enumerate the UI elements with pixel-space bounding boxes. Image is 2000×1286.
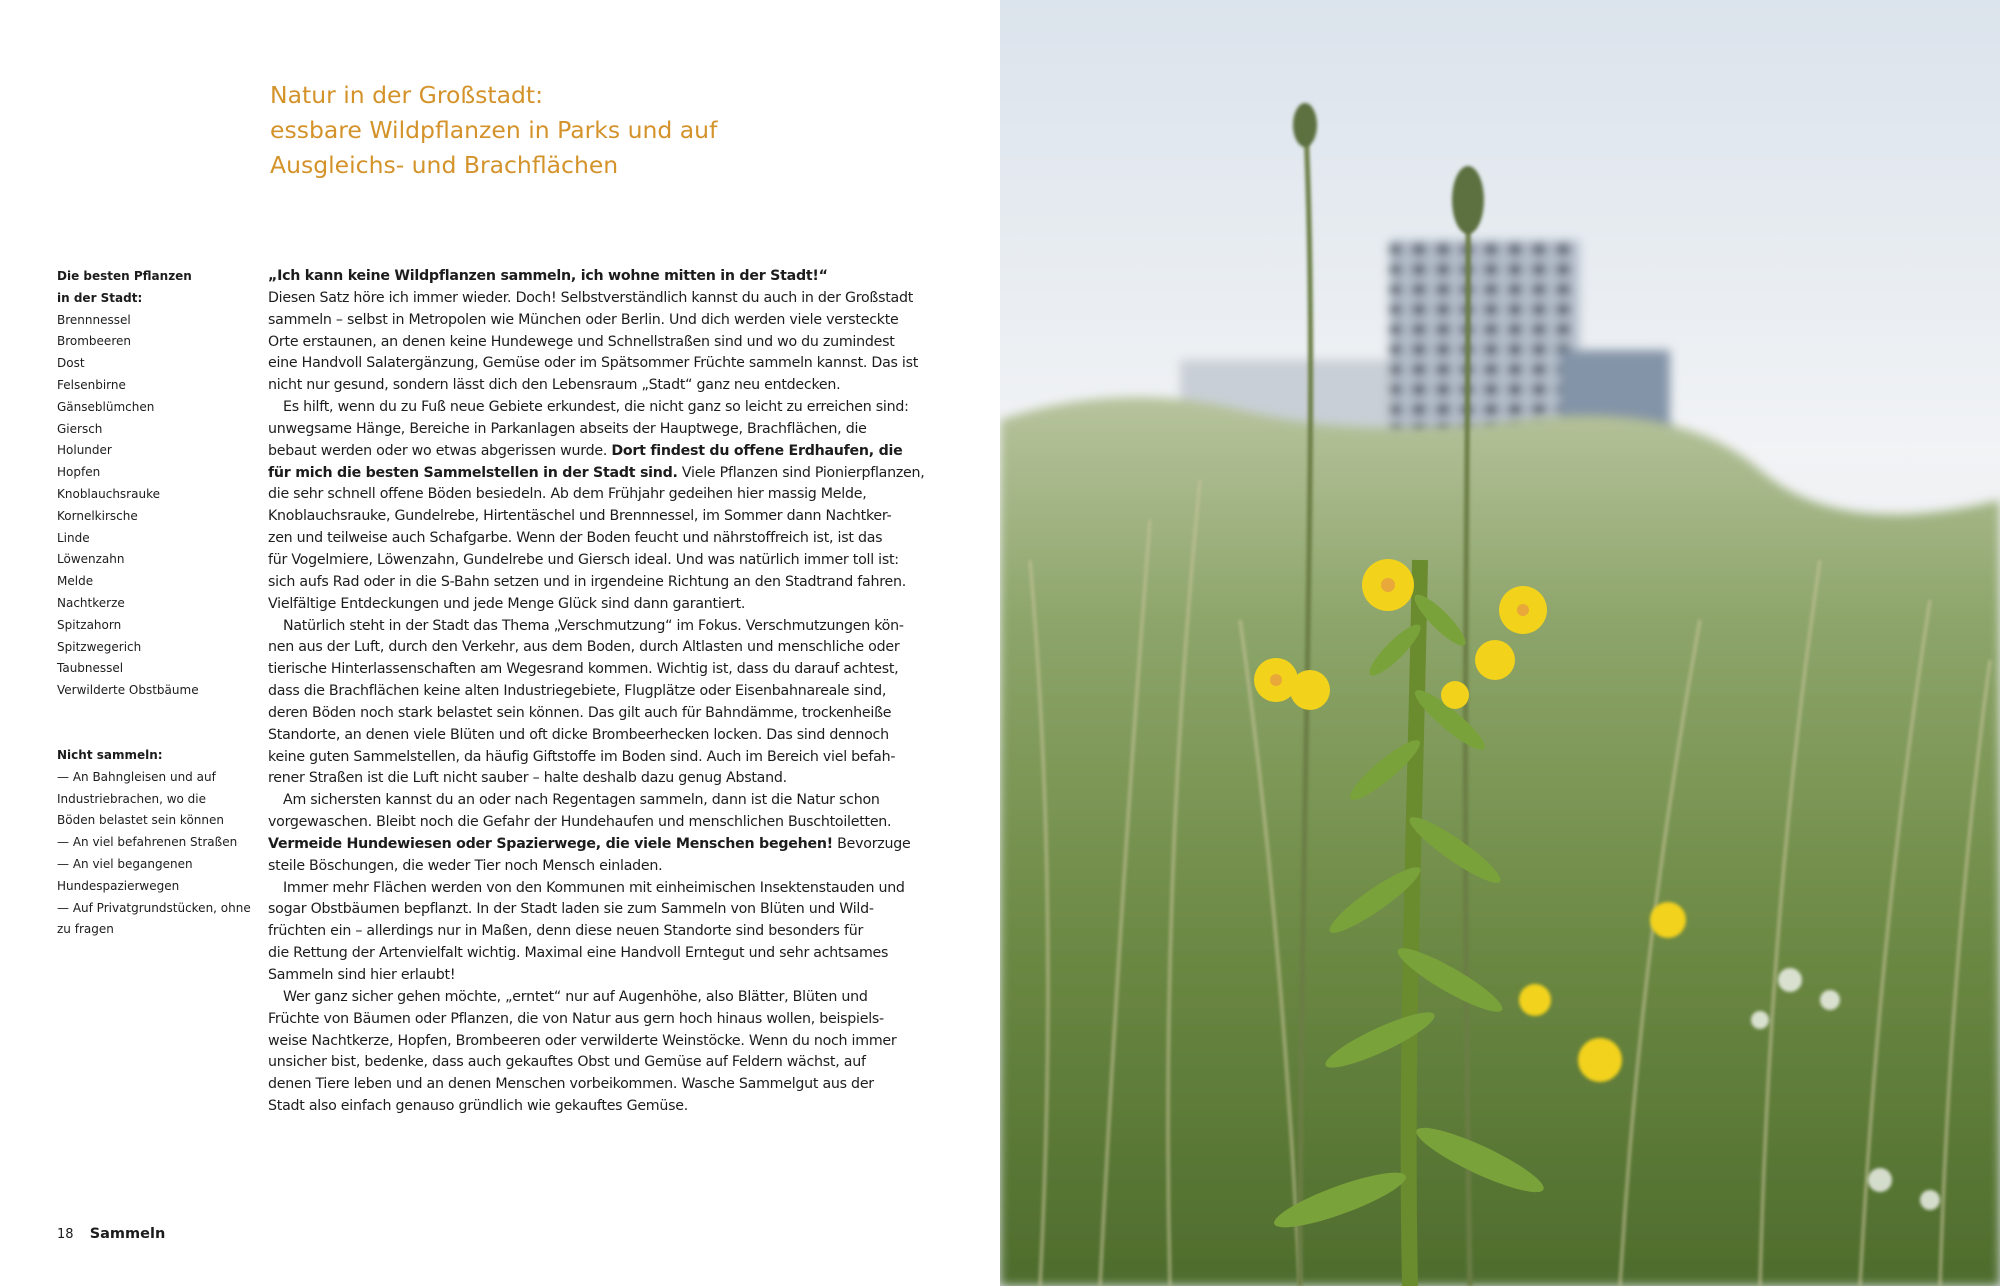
best-plants-heading: in der Stadt: bbox=[57, 290, 143, 305]
text-run: Knoblauchsrauke, Gundelrebe, Hirtentäschel und Brennnessel, im Sommer dann Nachtker- bbox=[268, 508, 892, 525]
text-run: denen Tiere leben und an denen Menschen vorbeikommen. Wasche Sammelgut aus der bbox=[268, 1076, 874, 1093]
text-line bbox=[268, 834, 911, 856]
section-name: Sammeln bbox=[89, 1226, 166, 1242]
text-run: steile Böschungen, die weder Tier noch Mensch einladen. bbox=[268, 857, 663, 874]
avoid-list-item: Böden belastet sein können bbox=[57, 813, 224, 828]
text-run: die Rettung der Artenvielfalt wichtig. Maximal eine Handvoll Erntegut und sehr achtsames bbox=[268, 945, 889, 962]
flower-icon bbox=[1475, 640, 1515, 680]
text-run: sammeln – selbst in Metropolen wie München oder Berlin. Und dich werden viele versteckte bbox=[268, 311, 899, 328]
text-line bbox=[268, 1074, 888, 1096]
text-run: sich aufs Rad oder in die S-Bahn setzen und in irgendeine Richtung an den Stadtrand fahren. bbox=[268, 573, 906, 590]
text-line bbox=[268, 856, 888, 878]
flower-icon bbox=[1578, 1038, 1622, 1082]
text-line bbox=[268, 725, 888, 747]
text-run: früchten ein – allerdings nur in Maßen, denn diese neuen Standorte sind besonders für bbox=[268, 923, 864, 940]
text-run: weise Nachtkerze, Hopfen, Brombeeren oder verwilderte Weinstöcke. Wenn du noch immer bbox=[268, 1032, 897, 1049]
text-run: Vielfältige Entdeckungen und jede Menge Glück sind dann garantiert. bbox=[268, 595, 746, 612]
plant-list-item: Felsenbirne bbox=[57, 377, 126, 392]
text-line bbox=[268, 659, 899, 681]
text-line bbox=[268, 550, 899, 572]
flower-icon bbox=[1290, 670, 1330, 710]
text-line bbox=[268, 747, 896, 769]
meadow-photo bbox=[1000, 0, 2000, 1286]
text-line bbox=[268, 375, 888, 397]
sidebar-box bbox=[57, 266, 251, 941]
text-line bbox=[268, 397, 909, 419]
page-number: 18 bbox=[57, 1227, 74, 1242]
avoid-list-item: — An viel befahrenen Straßen bbox=[57, 835, 238, 850]
plant-list-item: Löwenzahn bbox=[57, 552, 125, 567]
text-run: sogar Obstbäumen bepflanzt. In der Stadt laden sie zum Sammeln von Blüten und Wild- bbox=[268, 901, 874, 918]
text-line bbox=[268, 310, 899, 332]
text-line bbox=[268, 572, 906, 594]
text-run: vorgewaschen. Bleibt noch die Gefahr der Hundehaufen und menschlichen Buschtoiletten. bbox=[268, 814, 892, 831]
text-run: Bevorzuge bbox=[832, 835, 911, 852]
text-line bbox=[268, 768, 888, 790]
text-run: Früchte von Bäumen oder Pflanzen, die von Natur aus gern hoch hinaus wollen, beispiels- bbox=[268, 1010, 884, 1027]
plant-list-item: Linde bbox=[57, 530, 90, 545]
text-run: keine guten Sammelstellen, da häufig Giftstoffe im Boden sind. Auch im Bereich viel befah- bbox=[268, 748, 896, 765]
body-text bbox=[268, 266, 925, 1118]
plant-list-item: Melde bbox=[57, 574, 94, 589]
text-run: nen aus der Luft, durch den Verkehr, aus dem Boden, durch Altlasten und menschliche oder bbox=[268, 639, 900, 656]
avoid-list-item: zu fragen bbox=[57, 922, 114, 937]
photo-illustration bbox=[1000, 0, 2000, 1286]
text-line bbox=[268, 484, 888, 506]
text-line bbox=[268, 1096, 888, 1118]
avoid-list-item: — An viel begangenen bbox=[57, 856, 193, 871]
plant-list-item: Gänseblümchen bbox=[57, 399, 155, 414]
plant-list-item: Spitzwegerich bbox=[57, 639, 142, 654]
plant-list-item: Verwilderte Obstbäume bbox=[57, 683, 199, 698]
text-run: rener Straßen ist die Luft nicht sauber – halte deshalb dazu genug Abstand. bbox=[268, 770, 787, 787]
text-line bbox=[268, 965, 888, 987]
plant-list-item: Giersch bbox=[57, 421, 103, 436]
bold-text: für mich die besten Sammelstellen in der Stadt sind. bbox=[268, 464, 678, 481]
text-line bbox=[268, 528, 888, 550]
bold-text: „Ich kann keine Wildpflanzen sammeln, ich wohne mitten in der Stadt!“ bbox=[268, 268, 828, 284]
text-run: unsicher bist, bedenke, dass auch gekauftes Obst und Gemüse auf Feldern wächst, auf bbox=[268, 1054, 866, 1071]
text-run: Natürlich steht in der Stadt das Thema „Verschmutzung“ im Fokus. Verschmutzungen kön- bbox=[283, 617, 904, 634]
text-line bbox=[268, 790, 888, 812]
plant-list-item: Nachtkerze bbox=[57, 595, 125, 610]
text-line bbox=[268, 266, 888, 288]
best-plants-heading: Die besten Pflanzen bbox=[57, 269, 192, 283]
avoid-list-item: — Auf Privatgrundstücken, ohne bbox=[57, 900, 251, 915]
text-line bbox=[268, 463, 925, 485]
text-run: deren Böden noch stark belastet sein können. Das gilt auch für Bahndämme, trockenheiße bbox=[268, 704, 892, 721]
avoid-list bbox=[57, 767, 251, 941]
text-line bbox=[268, 637, 900, 659]
text-line bbox=[268, 878, 905, 900]
plant-list-item: Spitzahorn bbox=[57, 617, 122, 632]
text-run: Diesen Satz höre ich immer wieder. Doch! Selbstverständlich kannst du auch in der Großstadt bbox=[268, 289, 914, 306]
text-line bbox=[268, 594, 888, 616]
text-run: bebaut werden oder wo etwas abgerissen wurde. bbox=[268, 442, 612, 459]
flower-icon bbox=[1519, 984, 1551, 1016]
text-line bbox=[268, 506, 892, 528]
title-line: essbare Wildpflanzen in Parks und auf bbox=[270, 116, 718, 144]
page-footer bbox=[57, 1226, 165, 1242]
text-line bbox=[268, 921, 888, 943]
plant-list-item: Hopfen bbox=[57, 465, 101, 480]
text-run: die sehr schnell offene Böden besiedeln. Ab dem Frühjahr gedeihen hier massig Melde, bbox=[268, 486, 867, 503]
teasel-head-icon bbox=[1293, 103, 1317, 147]
text-run: Wer ganz sicher gehen möchte, „erntet“ nur auf Augenhöhe, also Blätter, Blüten und bbox=[283, 988, 868, 1005]
text-line bbox=[268, 1052, 888, 1074]
text-line bbox=[268, 1009, 888, 1031]
text-line bbox=[268, 353, 919, 375]
teasel-head-icon bbox=[1452, 166, 1484, 234]
text-line bbox=[268, 288, 914, 310]
spacer bbox=[57, 702, 247, 745]
plant-list-item: Dost bbox=[57, 356, 85, 371]
text-run: Es hilft, wenn du zu Fuß neue Gebiete erkundest, die nicht ganz so leicht zu erreichen sind: bbox=[283, 399, 909, 416]
text-run: Immer mehr Flächen werden von den Kommunen mit einheimischen Insektenstauden und bbox=[283, 879, 905, 896]
plant-list-item: Knoblauchsrauke bbox=[57, 486, 160, 501]
flower-icon bbox=[1650, 902, 1686, 938]
avoid-list-item: — An Bahngleisen und auf bbox=[57, 769, 216, 784]
text-run: nicht nur gesund, sondern lässt dich den Lebensraum „Stadt“ ganz neu entdecken. bbox=[268, 377, 841, 394]
title-line: Natur in der Großstadt: bbox=[270, 81, 544, 109]
avoid-list-item: Hundespazierwegen bbox=[57, 878, 180, 893]
title-line: Ausgleichs- und Brachflächen bbox=[270, 151, 619, 179]
text-run: Am sichersten kannst du an oder nach Regentagen sammeln, dann ist die Natur schon bbox=[283, 792, 880, 809]
text-run: Viele Pflanzen sind Pionierpflanzen, bbox=[677, 464, 925, 481]
plant-list-item: Brombeeren bbox=[57, 334, 131, 349]
text-line bbox=[268, 1031, 897, 1053]
text-line bbox=[268, 899, 888, 921]
text-run: dass die Brachflächen keine alten Industriegebiete, Flugplätze oder Eisenbahnareale sind, bbox=[268, 683, 887, 700]
flower-icon bbox=[1441, 681, 1469, 709]
plant-list-item: Holunder bbox=[57, 443, 112, 458]
text-line bbox=[268, 616, 904, 638]
text-run: eine Handvoll Salatergänzung, Gemüse oder im Spätsommer Früchte sammeln kannst. Das ist bbox=[268, 355, 919, 372]
plant-list-item: Brennnessel bbox=[57, 312, 131, 327]
text-run: tierische Hinterlassenschaften am Wegesrand kommen. Wichtig ist, dass du darauf achtest, bbox=[268, 661, 899, 678]
text-line bbox=[268, 703, 892, 725]
text-run: Orte erstaunen, an denen keine Hundewege und Schnellstraßen sind und wo du zumindest bbox=[268, 333, 895, 350]
text-line bbox=[268, 419, 888, 441]
text-run: zen und teilweise auch Schafgarbe. Wenn der Boden feucht und nährstoffreich ist, ist das bbox=[268, 530, 883, 547]
text-line bbox=[268, 987, 888, 1009]
text-run: für Vogelmiere, Löwenzahn, Gundelrebe und Giersch ideal. Und was natürlich immer toll ist: bbox=[268, 551, 899, 568]
text-run: Sammeln sind hier erlaubt! bbox=[268, 967, 456, 983]
text-run: Standorte, an denen viele Blüten und oft dicke Brombeerhecken locken. Das sind dennoch bbox=[268, 726, 889, 743]
text-line bbox=[268, 332, 895, 354]
text-line bbox=[268, 441, 903, 463]
text-run: unwegsame Hänge, Bereiche in Parkanlagen abseits der Hauptwege, Brachflächen, die bbox=[268, 420, 867, 437]
page-title bbox=[270, 78, 890, 183]
bold-text: Dort findest du offene Erdhaufen, die bbox=[611, 442, 903, 459]
text-line bbox=[268, 943, 888, 965]
bold-text: Vermeide Hundewiesen oder Spazierwege, die viele Menschen begehen! bbox=[268, 835, 833, 852]
plant-list bbox=[57, 310, 247, 702]
text-line bbox=[268, 812, 892, 834]
avoid-heading: Nicht sammeln: bbox=[57, 747, 163, 762]
text-line bbox=[268, 681, 888, 703]
plant-list-item: Taubnessel bbox=[57, 661, 124, 676]
text-run: Stadt also einfach genauso gründlich wie gekauftes Gemüse. bbox=[268, 1098, 688, 1115]
avoid-list-item: Industriebrachen, wo die bbox=[57, 791, 207, 806]
plant-list-item: Kornelkirsche bbox=[57, 508, 138, 523]
